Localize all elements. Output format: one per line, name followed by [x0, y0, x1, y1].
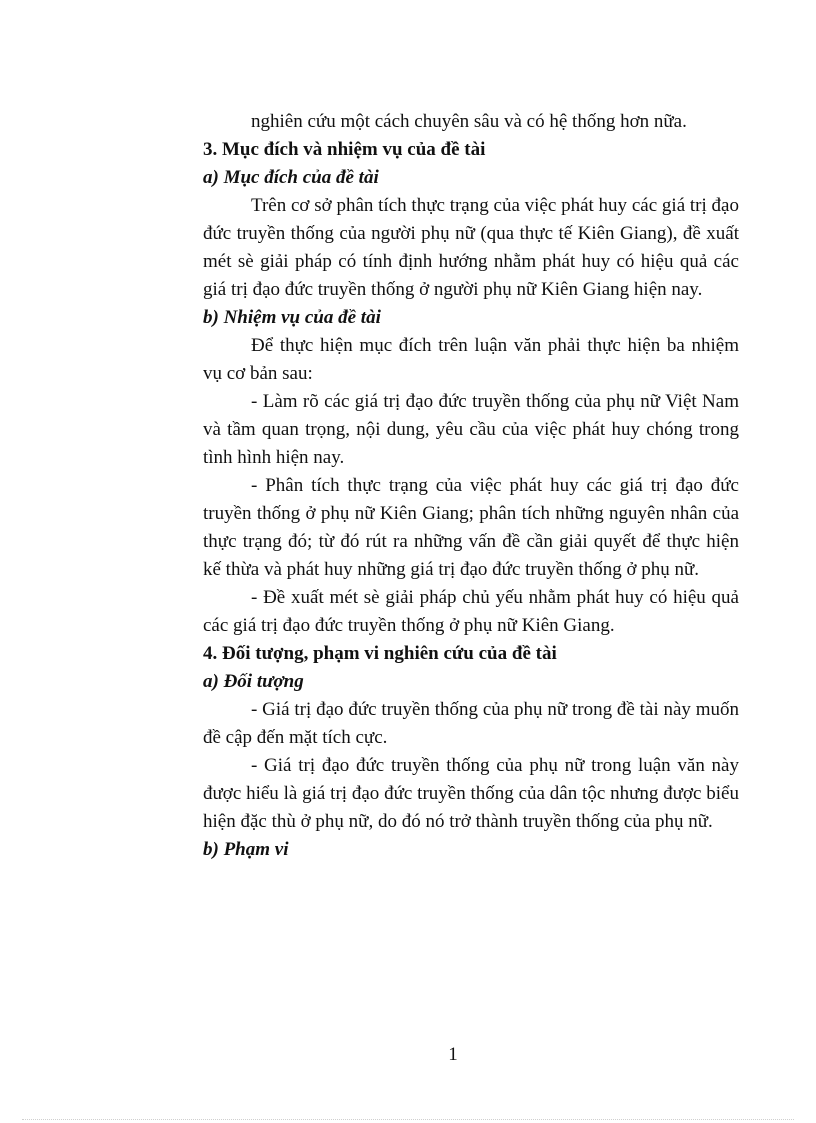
section-heading-4: 4. Đối tượng, phạm vi nghiên cứu của đề tài: [203, 643, 557, 664]
document-body: [203, 108, 739, 864]
task-item-2: - Phân tích thực trạng của việc phát huy các giá trị đạo đức truyền thống ở phụ nữ Kiên Giang; phân tích những nguyên nhân của thực trạng đó; từ đó rút ra những vấn đề cần giải quyết để thực hiện kế thừa và phát huy những giá trị đạo đức truyền thống ở phụ nữ.: [203, 475, 739, 580]
object-item-2: - Giá trị đạo đức truyền thống của phụ nữ trong luận văn này được hiểu là giá trị đạo đức truyền thống của dân tộc nhưng được biểu hiện đặc thù ở phụ nữ, do đó nó trở thành truyền thống của phụ nữ.: [203, 755, 739, 832]
body-paragraph: Để thực hiện mục đích trên luận văn phải thực hiện ba nhiệm vụ cơ bản sau:: [203, 335, 739, 384]
page-bottom-divider: [22, 1119, 794, 1120]
object-item-1: - Giá trị đạo đức truyền thống của phụ nữ trong đề tài này muốn đề cập đến mặt tích cực.: [203, 699, 739, 748]
section-heading-3: 3. Mục đích và nhiệm vụ của đề tài: [203, 139, 486, 160]
subheading-purpose: a) Mục đích của đề tài: [203, 167, 379, 188]
subheading-tasks: b) Nhiệm vụ của đề tài: [203, 307, 381, 328]
subheading-object: a) Đối tượng: [203, 671, 304, 692]
continuation-paragraph: nghiên cứu một cách chuyên sâu và có hệ thống hơn nữa.: [251, 111, 687, 132]
task-item-1: - Làm rõ các giá trị đạo đức truyền thống của phụ nữ Việt Nam và tầm quan trọng, nội dung, yêu cầu của việc phát huy chóng trong tình hình hiện nay.: [203, 391, 739, 468]
body-paragraph: Trên cơ sở phân tích thực trạng của việc phát huy các giá trị đạo đức truyền thống của người phụ nữ (qua thực tế Kiên Giang), đề xuất mét sè giải pháp có tính định hướng nhằm phát huy có hiệu quả các giá trị đạo đức truyền thống ở người phụ nữ Kiên Giang hiện nay.: [203, 195, 739, 300]
task-item-3: - Đề xuất mét sè giải pháp chủ yếu nhằm phát huy có hiệu quả các giá trị đạo đức truyền thống ở phụ nữ Kiên Giang.: [203, 587, 739, 636]
subheading-scope: b) Phạm vi: [203, 839, 289, 860]
page-number: 1: [448, 1044, 458, 1065]
